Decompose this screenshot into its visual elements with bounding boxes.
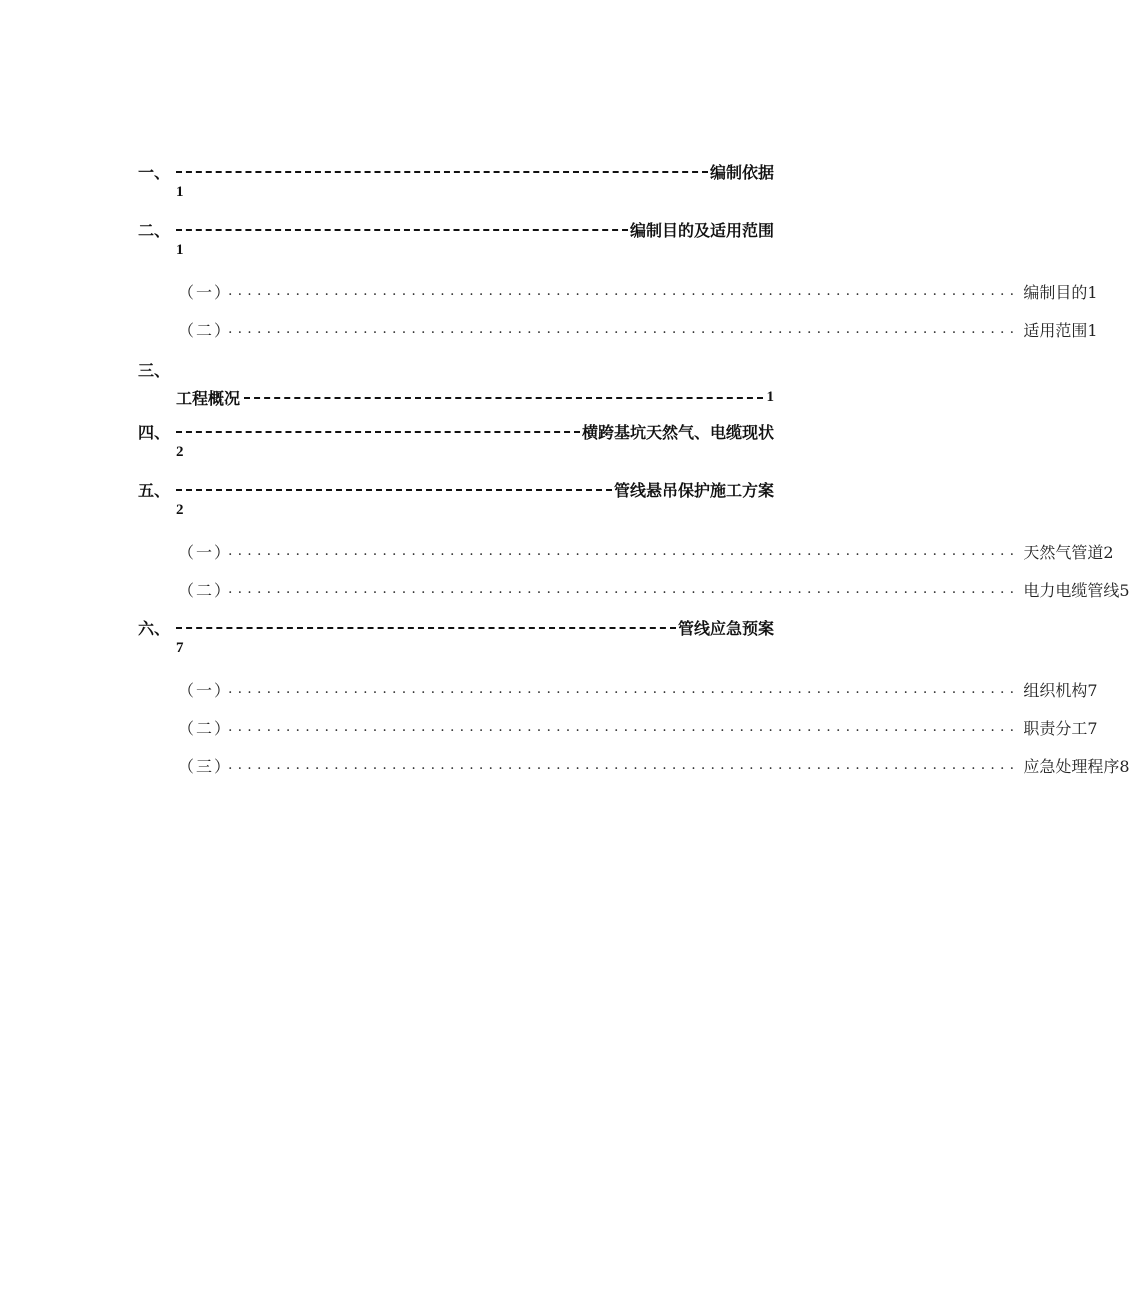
dash-leader <box>176 431 580 433</box>
toc-entry-title: 编制目的及适用范围 <box>629 220 774 240</box>
dot-leader: .................................................................................. <box>228 283 1020 299</box>
toc-entry-5[interactable] <box>138 474 778 532</box>
toc-subentry-number: （二） <box>178 320 233 340</box>
toc-subentry-title: 适用范围1 <box>1023 320 1098 340</box>
toc-entry-number: 六、 <box>138 618 171 638</box>
toc-subentry[interactable] <box>178 746 1130 784</box>
dot-leader: .................................................................................. <box>228 757 1020 773</box>
toc-subentry-number: （一） <box>178 282 233 302</box>
toc-subentry[interactable] <box>178 570 1130 608</box>
toc-subentry-title: 应急处理程序8 <box>1023 756 1130 776</box>
toc-entry-page: 1 <box>176 184 184 200</box>
toc-entry-6[interactable] <box>138 612 778 670</box>
toc-entry-page: 1 <box>766 388 774 405</box>
toc-entry-number: 三、 <box>138 360 171 380</box>
toc-entry-1[interactable] <box>138 156 778 214</box>
toc-entry-page: 1 <box>176 242 184 258</box>
toc-subentry-title: 编制目的1 <box>1023 282 1098 302</box>
toc-subentry-title: 天然气管道2 <box>1023 542 1114 562</box>
toc-subentry-number: （二） <box>178 580 233 600</box>
toc-subentry[interactable] <box>178 708 1098 746</box>
toc-entry-number: 二、 <box>138 220 171 240</box>
dash-leader <box>244 397 762 399</box>
toc-entry-4[interactable] <box>138 416 778 474</box>
toc-entry-title: 编制依据 <box>709 162 774 182</box>
toc-entry-number: 五、 <box>138 480 171 500</box>
dot-leader: .................................................................................. <box>228 321 1020 337</box>
toc-entry-2[interactable] <box>138 214 778 272</box>
toc-subentry-title: 职责分工7 <box>1023 718 1098 738</box>
dash-leader <box>176 229 628 231</box>
toc-subentry-number: （三） <box>178 756 233 776</box>
dash-leader <box>176 171 708 173</box>
toc-subentry-number: （一） <box>178 542 233 562</box>
table-of-contents <box>138 156 1130 784</box>
dot-leader: .................................................................................. <box>228 543 1020 559</box>
dash-leader <box>176 627 676 629</box>
toc-subentry[interactable] <box>178 670 1098 708</box>
dot-leader: .................................................................................. <box>228 681 1020 697</box>
toc-entry-number: 四、 <box>138 422 171 442</box>
dot-leader: .................................................................................. <box>228 719 1020 735</box>
toc-entry-title: 管线悬吊保护施工方案 <box>613 480 774 500</box>
toc-entry-title: 横跨基坑天然气、电缆现状 <box>581 422 774 442</box>
toc-subentry-number: （二） <box>178 718 233 738</box>
toc-entry-page: 2 <box>176 444 184 460</box>
toc-entry-page: 2 <box>176 502 184 518</box>
toc-subentry-title: 电力电缆管线5 <box>1023 580 1130 600</box>
toc-entry-3[interactable] <box>138 354 778 412</box>
toc-subentry[interactable] <box>178 532 1114 570</box>
toc-subentry-number: （一） <box>178 680 233 700</box>
dot-leader: .................................................................................. <box>228 581 1020 597</box>
toc-entry-title: 工程概况 <box>176 388 241 408</box>
toc-entry-title: 管线应急预案 <box>677 618 774 638</box>
toc-subentry-title: 组织机构7 <box>1023 680 1098 700</box>
toc-subentry[interactable] <box>178 272 1098 310</box>
toc-subentry[interactable] <box>178 310 1098 348</box>
toc-entry-page: 7 <box>176 640 184 656</box>
dash-leader <box>176 489 612 491</box>
toc-entry-number: 一、 <box>138 162 171 182</box>
